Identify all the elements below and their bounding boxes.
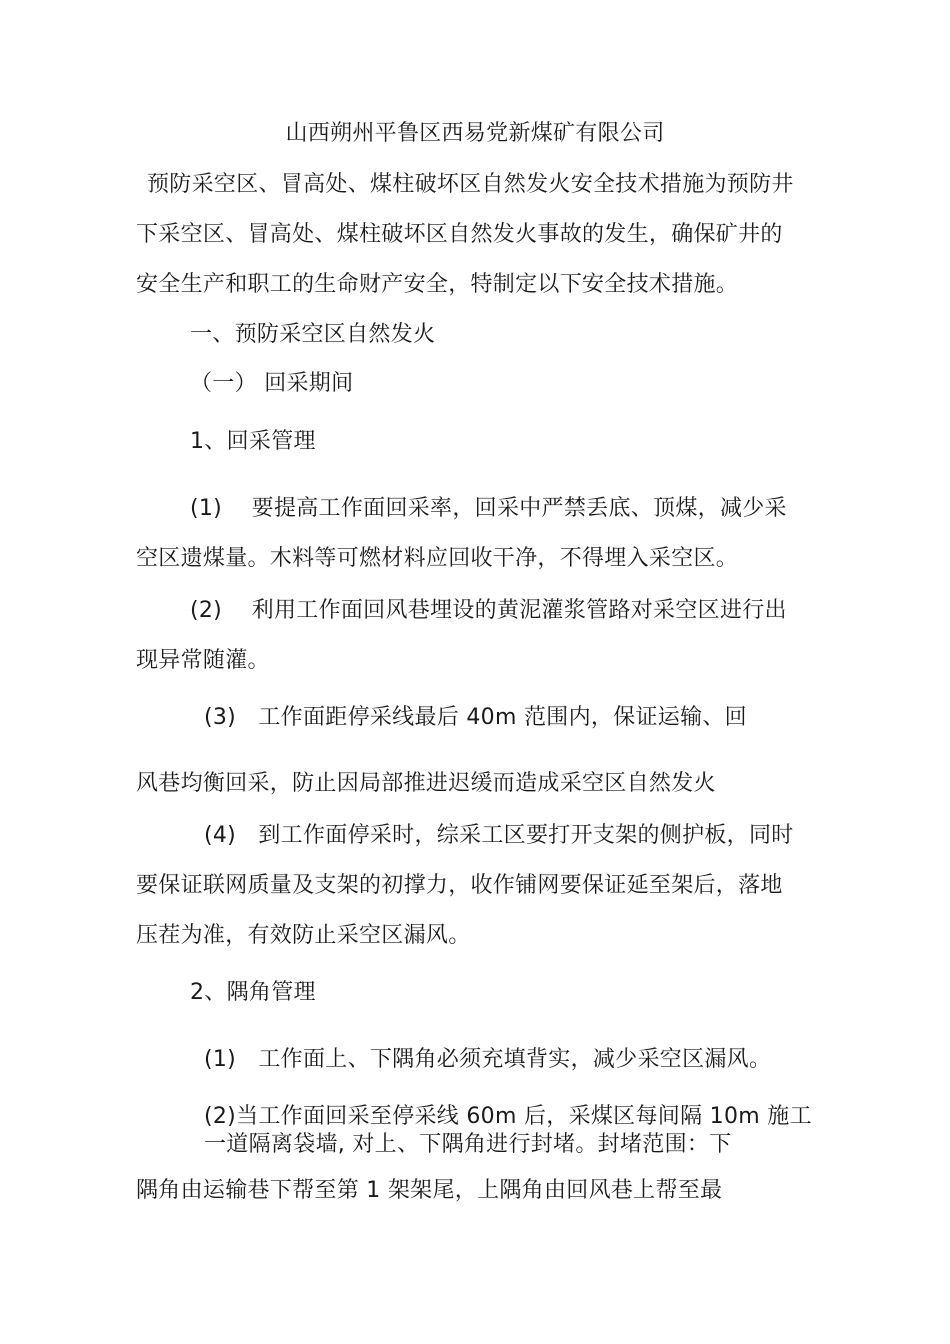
intro-line-1: 预防采空区、冒高处、煤柱破坏区自然发火安全技术措施为预防井	[147, 172, 794, 197]
document-title: 山西朔州平鲁区西易党新煤矿有限公司	[285, 121, 665, 146]
item-heading-1: 1、回采管理	[190, 429, 316, 454]
para-2-line-2: 现异常随灌。	[136, 648, 270, 673]
para-2-line-1: (2) 利用工作面回风巷埋设的黄泥灌浆管路对采空区进行出	[190, 598, 787, 623]
para-4-line-1: (4) 到工作面停采时，综采工区要打开支架的侧护板，同时	[204, 823, 794, 848]
intro-line-2: 下采空区、冒高处、煤柱破坏区自然发火事故的发生，确保矿井的	[136, 222, 783, 247]
para-3-line-1: (3) 工作面距停采线最后 40m 范围内，保证运输、回	[204, 705, 747, 730]
para-6-line-1: (2)当工作面回采至停采线 60m 后，采煤区每间隔 10m 施工	[204, 1104, 812, 1129]
para-6-line-2: 一道隔离袋墙, 对上、下隅角进行封堵。封堵范围：下	[204, 1132, 732, 1157]
para-5-line-1: (1) 工作面上、下隅角必须充填背实，减少采空区漏风。	[204, 1047, 772, 1072]
para-4-line-2: 要保证联网质量及支架的初撑力，收作铺网要保证延至架后，落地	[136, 873, 783, 898]
para-3-line-2: 风巷均衡回采，防止因局部推进迟缓而造成采空区自然发火	[136, 771, 716, 796]
para-4-line-3: 压茬为准，有效防止采空区漏风。	[136, 923, 471, 948]
para-6-line-3: 隅角由运输巷下帮至第 1 架架尾，上隅角由回风巷上帮至最	[136, 1178, 723, 1203]
section-heading-1: 一、预防采空区自然发火	[190, 322, 436, 347]
item-heading-2: 2、隅角管理	[190, 980, 316, 1005]
intro-line-3: 安全生产和职工的生命财产安全，特制定以下安全技术措施。	[136, 272, 739, 297]
para-1-line-2: 空区遗煤量。木料等可燃材料应回收干净，不得埋入采空区。	[136, 546, 739, 571]
subsection-heading-1: （一） 回采期间	[190, 371, 354, 396]
para-1-line-1: (1) 要提高工作面回采率，回采中严禁丢底、顶煤，减少采	[190, 496, 787, 521]
